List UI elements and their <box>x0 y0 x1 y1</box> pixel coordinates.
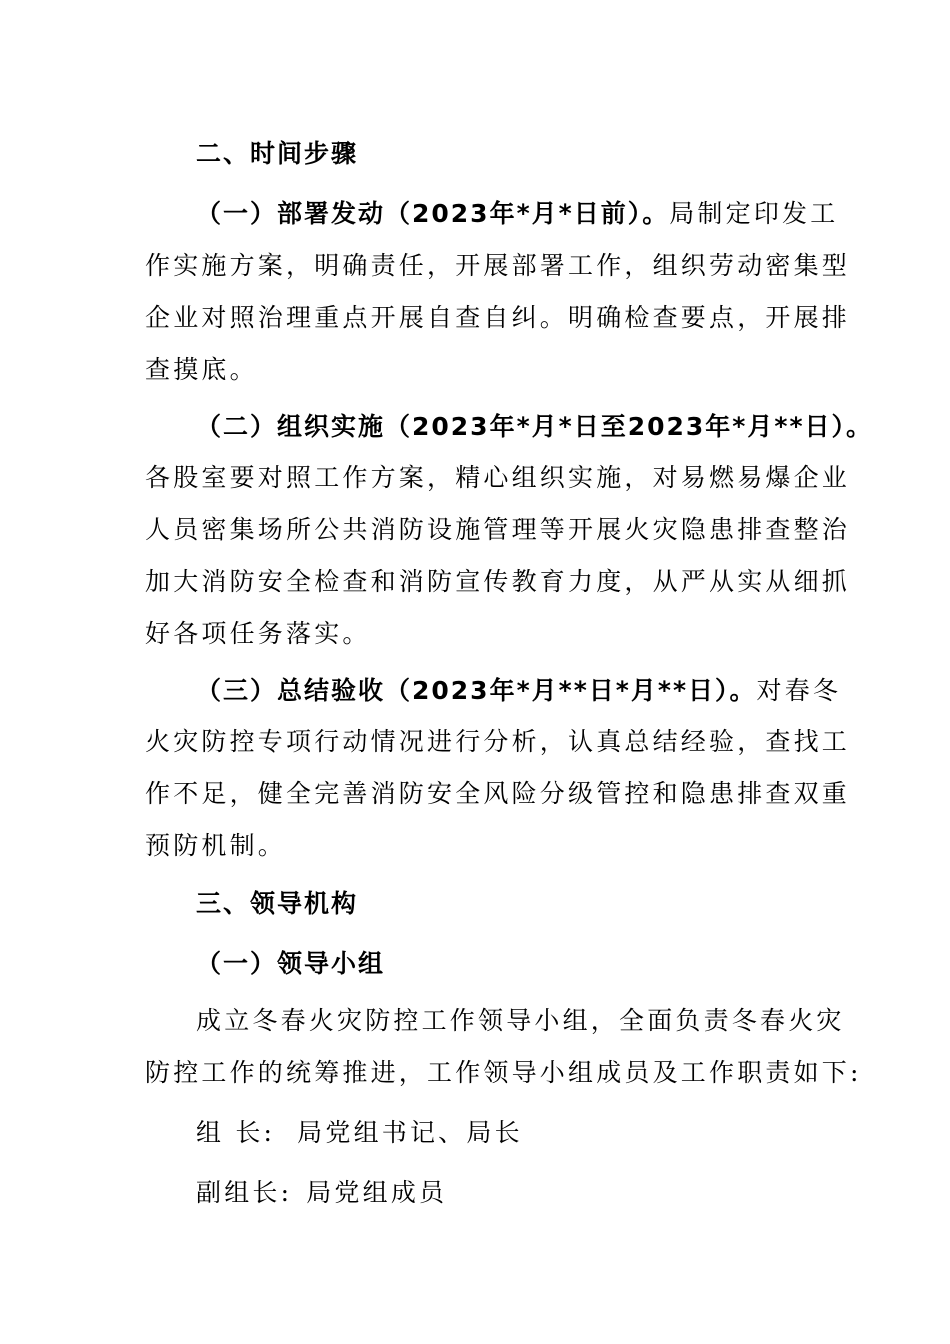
item-3-text: 对春冬 <box>756 676 842 705</box>
leadership-paragraph-line-1: 成立冬春火灾防控工作领导小组，全面负责冬春火灾 <box>196 1006 845 1035</box>
item-3-line-1 <box>196 675 841 707</box>
item-2-heading: （二）组织实施（2023年*月*日至2023年*月**日）。 <box>196 412 874 441</box>
item-2-line-4: 加大消防安全检查和消防宣传教育力度，从严从实从细抓 <box>145 567 851 596</box>
leader-label: 组 长: <box>196 1118 276 1147</box>
item-1-line-1 <box>196 198 838 230</box>
item-3-line-4: 预防机制。 <box>145 831 287 860</box>
section-3-heading: 三、领导机构 <box>196 889 359 918</box>
item-1-line-3: 企业对照治理重点开展自查自纠。明确检查要点，开展排 <box>145 303 851 332</box>
item-1-line-4: 查摸底。 <box>145 355 258 384</box>
subsection-leadership-group-heading: （一）领导小组 <box>196 949 386 978</box>
item-3-heading: （三）总结验收（2023年*月**日*月**日）。 <box>196 676 757 705</box>
deputy-label: 副组长: <box>196 1178 293 1207</box>
leader-row <box>196 1117 523 1149</box>
section-2-heading: 二、时间步骤 <box>196 139 359 168</box>
leader-value: 局党组书记、局长 <box>297 1118 523 1147</box>
item-1-heading: （一）部署发动（2023年*月*日前）。 <box>196 199 670 228</box>
deputy-row <box>196 1177 447 1209</box>
item-1-line-2: 作实施方案，明确责任，开展部署工作，组织劳动密集型 <box>145 251 851 280</box>
leadership-paragraph-line-2: 防控工作的统筹推进，工作领导小组成员及工作职责如下: <box>145 1058 862 1087</box>
item-3-line-3: 作不足，健全完善消防安全风险分级管控和隐患排查双重 <box>145 779 851 808</box>
deputy-value: 局党组成员 <box>306 1178 448 1207</box>
item-1-text: 局制定印发工 <box>669 199 839 228</box>
item-3-line-2: 火灾防控专项行动情况进行分析，认真总结经验，查找工 <box>145 727 851 756</box>
item-2-line-5: 好各项任务落实。 <box>145 619 371 648</box>
item-2-line-3: 人员密集场所公共消防设施管理等开展火灾隐患排查整治 <box>145 515 851 544</box>
item-2-line-2: 各股室要对照工作方案，精心组织实施，对易燃易爆企业 <box>145 463 851 492</box>
item-2-line-1 <box>196 411 873 443</box>
